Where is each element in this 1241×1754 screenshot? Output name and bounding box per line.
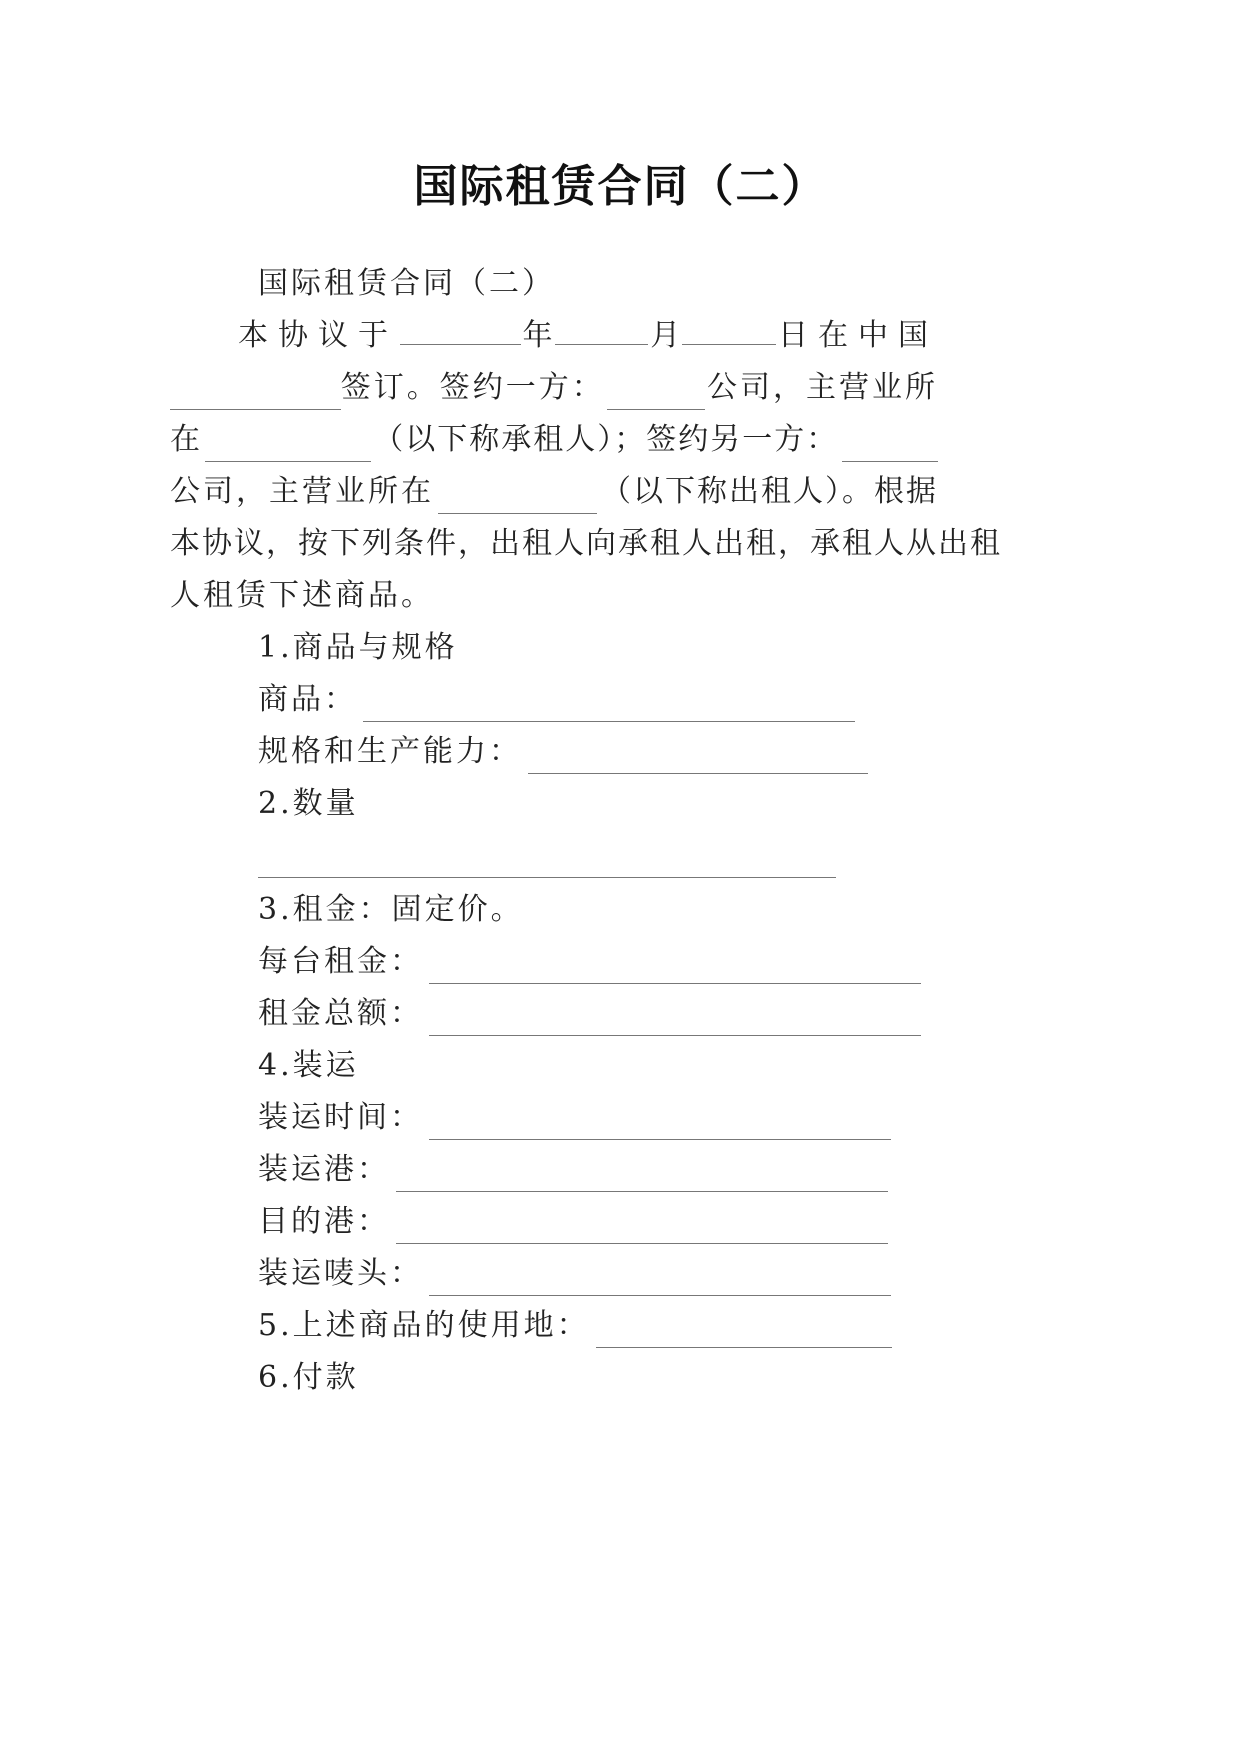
unit-rent-blank[interactable] [429,953,921,984]
intro-line-5: 本协议，按下列条件，出租人向承租人出租，承租人从出租 [170,526,1002,561]
section-5-label: 5.上述商品的使用地： [258,1308,590,1343]
goods-blank[interactable] [363,691,855,722]
quantity-row [258,834,1128,878]
sign-place-blank[interactable] [170,379,341,410]
unit-rent-row [258,940,1128,984]
ship-port-blank[interactable] [396,1161,888,1192]
date-day-blank[interactable] [682,314,776,345]
ship-mark-row [258,1252,1128,1296]
intro-line-1 [238,314,938,358]
section-6-heading: 6.付款 [258,1360,359,1395]
ship-time-blank[interactable] [429,1109,891,1140]
total-rent-row [258,992,1128,1036]
total-rent-label: 租金总额： [258,996,423,1031]
ship-port-label: 装运港： [258,1152,390,1187]
intro-line-6: 人租赁下述商品。 [170,578,434,613]
dest-port-blank[interactable] [396,1213,888,1244]
goods-row [258,678,1128,722]
date-year-blank[interactable] [400,314,521,345]
document-subtitle: 国际租赁合同（二） [258,266,555,301]
ship-port-row [258,1148,1128,1192]
spec-blank[interactable] [528,743,868,774]
dest-port-row [258,1200,1128,1244]
intro-text-signed: 签订。签约一方： [340,370,605,405]
intro-text-company-main: 公司，主营业所 [707,370,938,405]
intro-text-month: 月 [650,318,681,353]
intro-line-4 [170,470,938,514]
unit-rent-label: 每台租金： [258,944,423,979]
spec-row [258,730,1128,774]
goods-label: 商品： [258,682,357,717]
date-month-blank[interactable] [555,314,649,345]
usage-place-blank[interactable] [596,1317,892,1348]
intro-line-3 [170,418,938,462]
ship-mark-blank[interactable] [429,1265,891,1296]
intro-text-lessor-note: （以下称出租人）。根据 [601,474,938,509]
total-rent-blank[interactable] [429,1005,921,1036]
usage-place-row [258,1304,1128,1348]
intro-text-day: 日在中国 [777,318,938,353]
party-b-company-blank[interactable] [842,431,938,462]
party-a-address-blank[interactable] [205,431,371,462]
party-b-address-blank[interactable] [438,483,597,514]
dest-port-label: 目的港： [258,1204,390,1239]
party-a-company-blank[interactable] [607,379,705,410]
section-4-heading: 4.装运 [258,1048,359,1083]
intro-text-at: 在 [170,422,203,457]
ship-mark-label: 装运唛头： [258,1256,423,1291]
section-3-heading: 3.租金：固定价。 [258,892,524,927]
section-2-heading: 2.数量 [258,786,359,821]
ship-time-label: 装运时间： [258,1100,423,1135]
intro-text-year: 年 [522,318,553,353]
ship-time-row [258,1096,1128,1140]
intro-text-agreement: 本协议于 [238,318,398,353]
intro-line-2 [170,366,938,410]
document-title: 国际租赁合同（二） [413,161,828,212]
quantity-blank[interactable] [258,847,836,878]
spec-label: 规格和生产能力： [258,734,522,769]
intro-text-company-main-2: 公司，主营业所在 [170,474,434,509]
section-1-heading: 1.商品与规格 [258,630,458,665]
intro-text-lessee-note: （以下称承租人）；签约另一方： [373,422,839,457]
